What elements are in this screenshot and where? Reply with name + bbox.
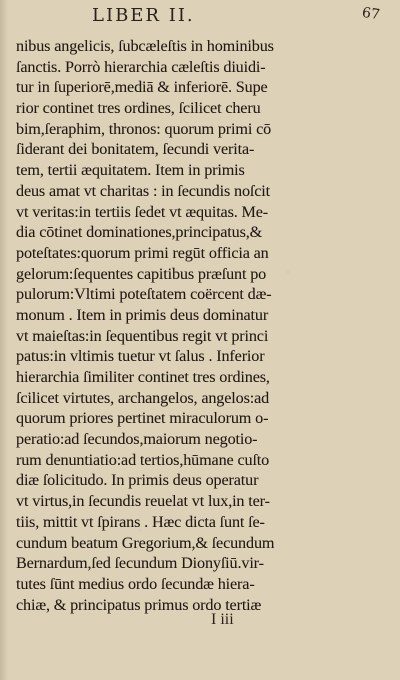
text-line: quorum priores pertinet miraculorum o- (16, 409, 269, 428)
text-line: peratio:ad ſecundos,maiorum negotio- (16, 430, 258, 449)
page-number: 67 (361, 4, 382, 24)
text-line: monum . Item in primis deus dominatur (16, 305, 269, 324)
running-head: LIBER II. (92, 5, 195, 26)
text-line: poteſtates:quorum primi regūt officia an (16, 243, 269, 262)
text-line: tem, tertii æquitatem. Item in primis (16, 161, 245, 180)
signature-mark: I iii (211, 611, 234, 628)
text-line: deus amat vt charitas : in ſecundis noſcit (16, 181, 270, 200)
text-line: cundum beatum Gregorium,& ſecundum (16, 533, 275, 552)
text-line: chiæ, & principatus primus ordo tertiæ (16, 595, 262, 614)
text-line: pulorum:Vltimi poteſtatem coërcent dæ- (16, 285, 272, 304)
text-line: Bernardum,ſed ſecundum Dionyſiū.vir- (16, 554, 264, 573)
text-line: ſcilicet virtutes, archangelos, angelos:ad (16, 388, 270, 407)
text-line: vt virtus,in ſecundis reuelat vt lux,in ter- (16, 492, 270, 511)
text-line: rior continet tres ordines, ſcilicet cheru (16, 99, 261, 118)
text-line: tiis, mittit vt ſpirans . Hæc dicta ſunt ſe- (16, 512, 265, 531)
text-line: bim,ſeraphim, thronos: quorum primi cō (16, 119, 272, 138)
text-line: diæ ſolicitudo. In primis deus operatur (16, 471, 259, 490)
text-line: gelorum:ſequentes capitibus præſunt po (16, 264, 267, 283)
latin-text-block (16, 36, 378, 630)
text-line: rum denuntiatio:ad tertios,hūmane cuſto (16, 450, 270, 469)
text-line: nibus angelicis, ſubcæleſtis in hominibus (16, 37, 274, 55)
text-line: patus:in vltimis tuetur vt ſalus . Inferior (16, 347, 265, 366)
text-line: vt veritas:in tertiis ſedet vt æquitas. Me- (16, 202, 269, 221)
text-line: ſanctis. Porrò hierarchia cæleſtis diuidi- (16, 57, 266, 76)
text-line: vt maieſtas:in ſequentibus regit vt princi (16, 326, 269, 345)
text-line: tutes ſūnt medius ordo ſecundæ hiera- (16, 574, 255, 593)
text-line: tur in ſuperiorē,mediā & inferiorē. Supe (16, 78, 268, 97)
text-line: ſiderant dei bonitatem, ſecundi verita- (16, 140, 255, 159)
text-line: dia cōtinet dominationes,principatus,& (16, 223, 263, 242)
text-line: hierarchia ſimiliter continet tres ordines, (16, 368, 270, 386)
